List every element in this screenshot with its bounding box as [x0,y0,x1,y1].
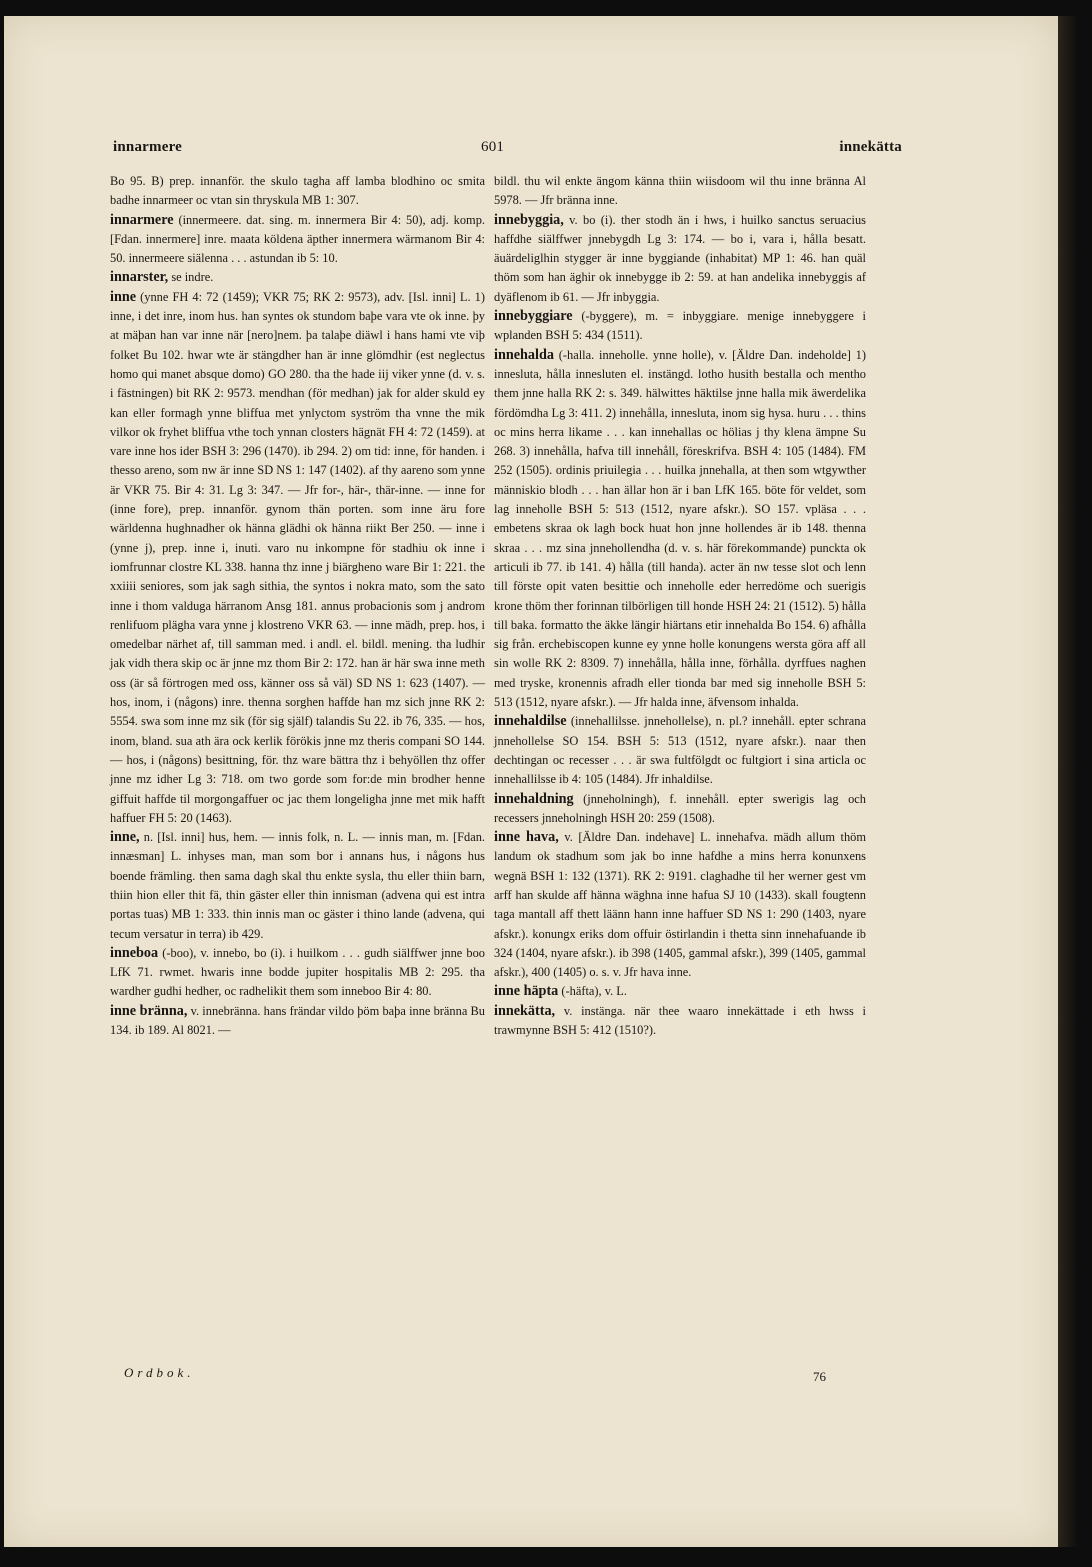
headword: inneboa [110,944,159,961]
dictionary-entry [110,944,485,1002]
right-column [494,172,866,1040]
sheet-number: 76 [813,1369,826,1384]
entry-body: v. [Äldre Dan. indehave] L. innehafva. mädh allum thöm landum ok stadhum som jak bo inne hafdhe a mins herra konunxens wegnä BSH 1: 132 (1371). RK 2: 9191. claghadhe til her werner gest vm arff han skulde aff hänna wäghna inne hafua SJ 10 (1433). skall fougtenn taga mantall aff thett läänn hann inne haffuer SD NS 1: 290 (1403, nyare afskr.). konungx eriks dom offuir östirlandin i thetta sinn innehafuande ib 324 (1404, nyare afskr.). ib 398 (1405, gammal afskr.), 399 (1405, gammal afskr.), 400 (1405) o. s. v. Jfr hava inne. [494,830,866,980]
headword: innekätta, [494,1002,556,1019]
dictionary-entry [494,982,866,1001]
entry-body: (innermeere. dat. sing. m. innermera Bir 4: 50), adj. komp. [Fdan. innermere] inre. maata köldena äpther innermera wärmanom Bir 4: 50. innermeere siälenna . . . astundan ib 5: 10. [110,212,485,266]
headword: innehaldilse [494,713,567,730]
entry-body: bildl. thu wil enkte ängom känna thiin wiisdoom wil thu inne bränna Al 5978. — Jfr bränna inne. [494,174,866,208]
headword: inne hava, [494,829,559,846]
entry-body: Bo 95. B) prep. innanför. the skulo tagha aff lamba blodhino oc smita badhe innarmeer oc vtan sin thryskula MB 1: 307. [110,174,485,208]
entry-body: n. [Isl. inni] hus, hem. — innis folk, n. L. — innis man, m. [Fdan. innæsman] L. inhyses man, man som bor i annans hus, i någons hus boende främling. then sama dagh skal thu enkte sysla, thu eller thiin barn, thiin hion eller thit fä, thin gäster eller thin innisman (advena qui est intra portas tuas) MB 1: 333. thin innis man oc gäster i thino lande (advena, qui tecum versatur in terra) ib 429. [110,830,485,941]
entry-body: (ynne FH 4: 72 (1459); VKR 75; RK 2: 9573), adv. [Isl. inni] L. 1) inne, i det inre, inom hus. han syntes ok stundom baþe vara vte ok inne. þy at mäþan han var inne när [nero]nem. þa talaþe diäwl i hans hami vte viþ folket Bu 102. hwar wte är stängdher han är inne glömdhir (est neglectus homo qui manet absque domo) GO 280. tha the hade iij viker ynne (d. v. s. i fästningen) bit RK 2: 9573. mendhan (för medhan) jak for alder skuld ey kan eller formagh ynne bliffua met ynlyctom syström tha vnne the mik vilkor ok fryhet bliffua vthe toch ynnan closters hägnät FH 4: 72 (1459). at vare inne hos ider BSH 3: 296 (1470). ib 294. 2) om tid: inne, för handen. i thesso areno, som nw är inne SD NS 1: 147 (1402). af thy aareno som ynne är VKR 75. Bir 4: 31. Lg 3: 347. — Jfr for-, här-, thär-inne. — inne for (inne fore), prep. innanför. gynom thän porten. som inne äru fore wärldenna hughnadher ok hänna glädhi ok hänna riikt Ber 250. — inne i (ynne j), prep. inne i, inuti. varo nu inkompne för stadhiu ok inne i iomfrunnar clostre KL 338. hanna thz inne j biärgheno ware Bir 1: 221. the xxiiii seniores, som jak sagh sithia, the syntos i nokra mato, som the sato inne i thom valduga härranom Ansg 181. annus probacionis som j androm renlifuom plägha vara ynne j klostreno VKR 63. — inne mädh, prep. hos, i omedelbar närhet af, till samman med. i andl. el. bildl. mening. tha ludhir jak vidh thera skip oc är jnne mz thom Bir 2: 172. han är här swa inne meth oss (är så förtrogen med oss, känner oss så väl) SD NS 1: 623 (1407). — hos, inom, i (någons) inre. thenna sorghen haffde han mz sich jnne RK 2: 5554. swa som inne mz sik (för sig själf) talandis Su 22. ib 76, 335. — hos, inom, bland. sua ath ära ock kerlik förökis jnne mz theris compani SO 144. — hos, i (någons) besittning, för. thz ware bättra thz i behyöllen thz offer jnne mz idher Lg 3: 718. om two gorde som for:de min brodher henne giffuit haffde til morgongaffuer oc jac them longeligha jnne met mik hafft haffuer FH 5: 20 (1463). [110,289,485,825]
continued-text [110,172,485,211]
entry-body: (-boo), v. innebo, bo (i). i huilkom . . . gudh siälffwer jnne boo LfK 71. rwmet. hwaris inne bodde jupiter hospitalis MB 2: 295. tha wardher gudhi hedher, oc radhelikit them som inneboo Bir 4: 80. [110,945,485,999]
headword: innehaldning [494,790,574,807]
headword: inne häpta [494,983,559,1000]
headword: inne [110,288,137,305]
headword: inne, [110,829,140,846]
dictionary-entry [494,790,866,829]
signature-mark: Ordbok. [124,1365,195,1380]
entry-body: (-häfta), v. L. [561,984,627,999]
dictionary-entry [110,288,485,828]
entry-body: v. instänga. när thee waaro innekättade i eth hwss i trawmynne BSH 5: 412 (1510?). [494,1003,866,1038]
dictionary-entry [494,1002,866,1041]
running-head-left: innarmere [113,139,183,155]
dictionary-entry [494,211,866,307]
dictionary-entry [494,712,866,789]
page-number: 601 [481,139,505,155]
dictionary-entry [494,828,866,982]
entry-body: se indre. [171,270,214,285]
entry-body: (jnneholningh), f. innehåll. epter swerigis lag och recessers jnneholningh HSH 20: 259 (1508). [494,791,866,825]
dictionary-entry [110,1002,485,1041]
dictionary-entry [494,346,866,713]
entry-body: v. innebränna. hans frändar vildo þöm baþa inne bränna Bu 134. ib 189. Al 8021. — [110,1003,485,1038]
dictionary-entry [110,268,485,287]
page-edge-shadow [1058,16,1092,1547]
headword: inne bränna, [110,1002,188,1019]
dictionary-entry [110,828,485,944]
headword: innebyggia, [494,211,564,228]
dictionary-entry [110,211,485,269]
headword: innehalda [494,346,554,363]
headword: innarster, [110,269,169,286]
entry-body: (-byggere), m. = inbyggiare. menige innebyggere i wplanden BSH 5: 434 (1511). [494,309,866,343]
entry-body: (-halla. inneholle. ynne holle), v. [Äldre Dan. indeholde] 1) innesluta, hålla innesluten el. instängd. lotho husith bestalla och mentho them jnne halla RK 2: s. 349. hälwittes häktilse jnne halla mik äwerdelika fördömdha Lg 3: 411. 2) innehålla, innesluta, inom sig hysa. huru . . . thins oc mins herra likame . . . kan innehallas oc hölias j thy klena ämpne Su 268. 3) innehålla, hafva till innehåll, föreskrifva. BSH 4: 105 (1484). FM 252 (1505). ordinis priuilegia . . . huilka jnnehalla, at then som wtgywther människio blodh . . . han ällar hon är i ban LfK 165. böte för veldet, som lag inneholle BSH 5: 513 (1512, nyare afskr.). SO 157. vpläsa . . . embetens skraa ok lagh bock huat hon jnne hollendes är ib 148. thenna skraa . . . mz sina jnnehollendha (d. v. s. här förekommande) punckta ok articuli ib 77. ib 141. 4) hålla (till handa). acter än nw tesse slot och lenn till förste opit vaten besittie och inneholle eder herredöme och suerigis krone thöm ther forinnan tilbörligen till honde HSH 24: 21 (1512). 5) hålla till baka. formatto the äkke längir hiärtans etir innehalda Bo 154. 6) afhålla sig från. erchebiscopen kunne ey ynne holle konungens wersta göra aff all sin wolle RK 2: 8309. 7) innehålla, hålla inne, förhålla. dyrffues naghen med tryske, kronennis afradh eller tionda bar med sig inneholle BSH 5: 513 (1512, nyare afskr.). — Jfr halda inne, äfvensom inhalda. [494,347,866,710]
headword: innebyggiare [494,308,573,325]
running-head-right: innekätta [839,139,902,155]
entry-body: (innehallilsse. jnnehollelse), n. pl.? innehåll. epter schrana jnnehollelse SO 154. BSH 5: 513 (1512, nyare afskr.). naar then dechtingan oc recesser . . . är swa fultfölgdt oc fultgiort i sina articla oc innehallilsse ib 4: 105 (1484). Jfr inhaldilse. [494,714,866,787]
entry-body: v. bo (i). ther stodh än i hws, i huilko sanctus seruacius haffdhe siälffwer jnnebygdh Lg 3: 174. — bo i, vara i, hålla besatt. äuärdeliglhin stygger är inne byggiande (inhabitat) MP 1: 46. han quäl thöm som han äghir ok innebygge ib 2: 59. at han andelika innebyggis af dyäflenom ib 61. — Jfr inbyggia. [494,212,866,304]
left-column [110,172,485,1040]
dictionary-entry [494,307,866,346]
headword: innarmere [110,211,174,228]
continued-text [494,172,866,211]
